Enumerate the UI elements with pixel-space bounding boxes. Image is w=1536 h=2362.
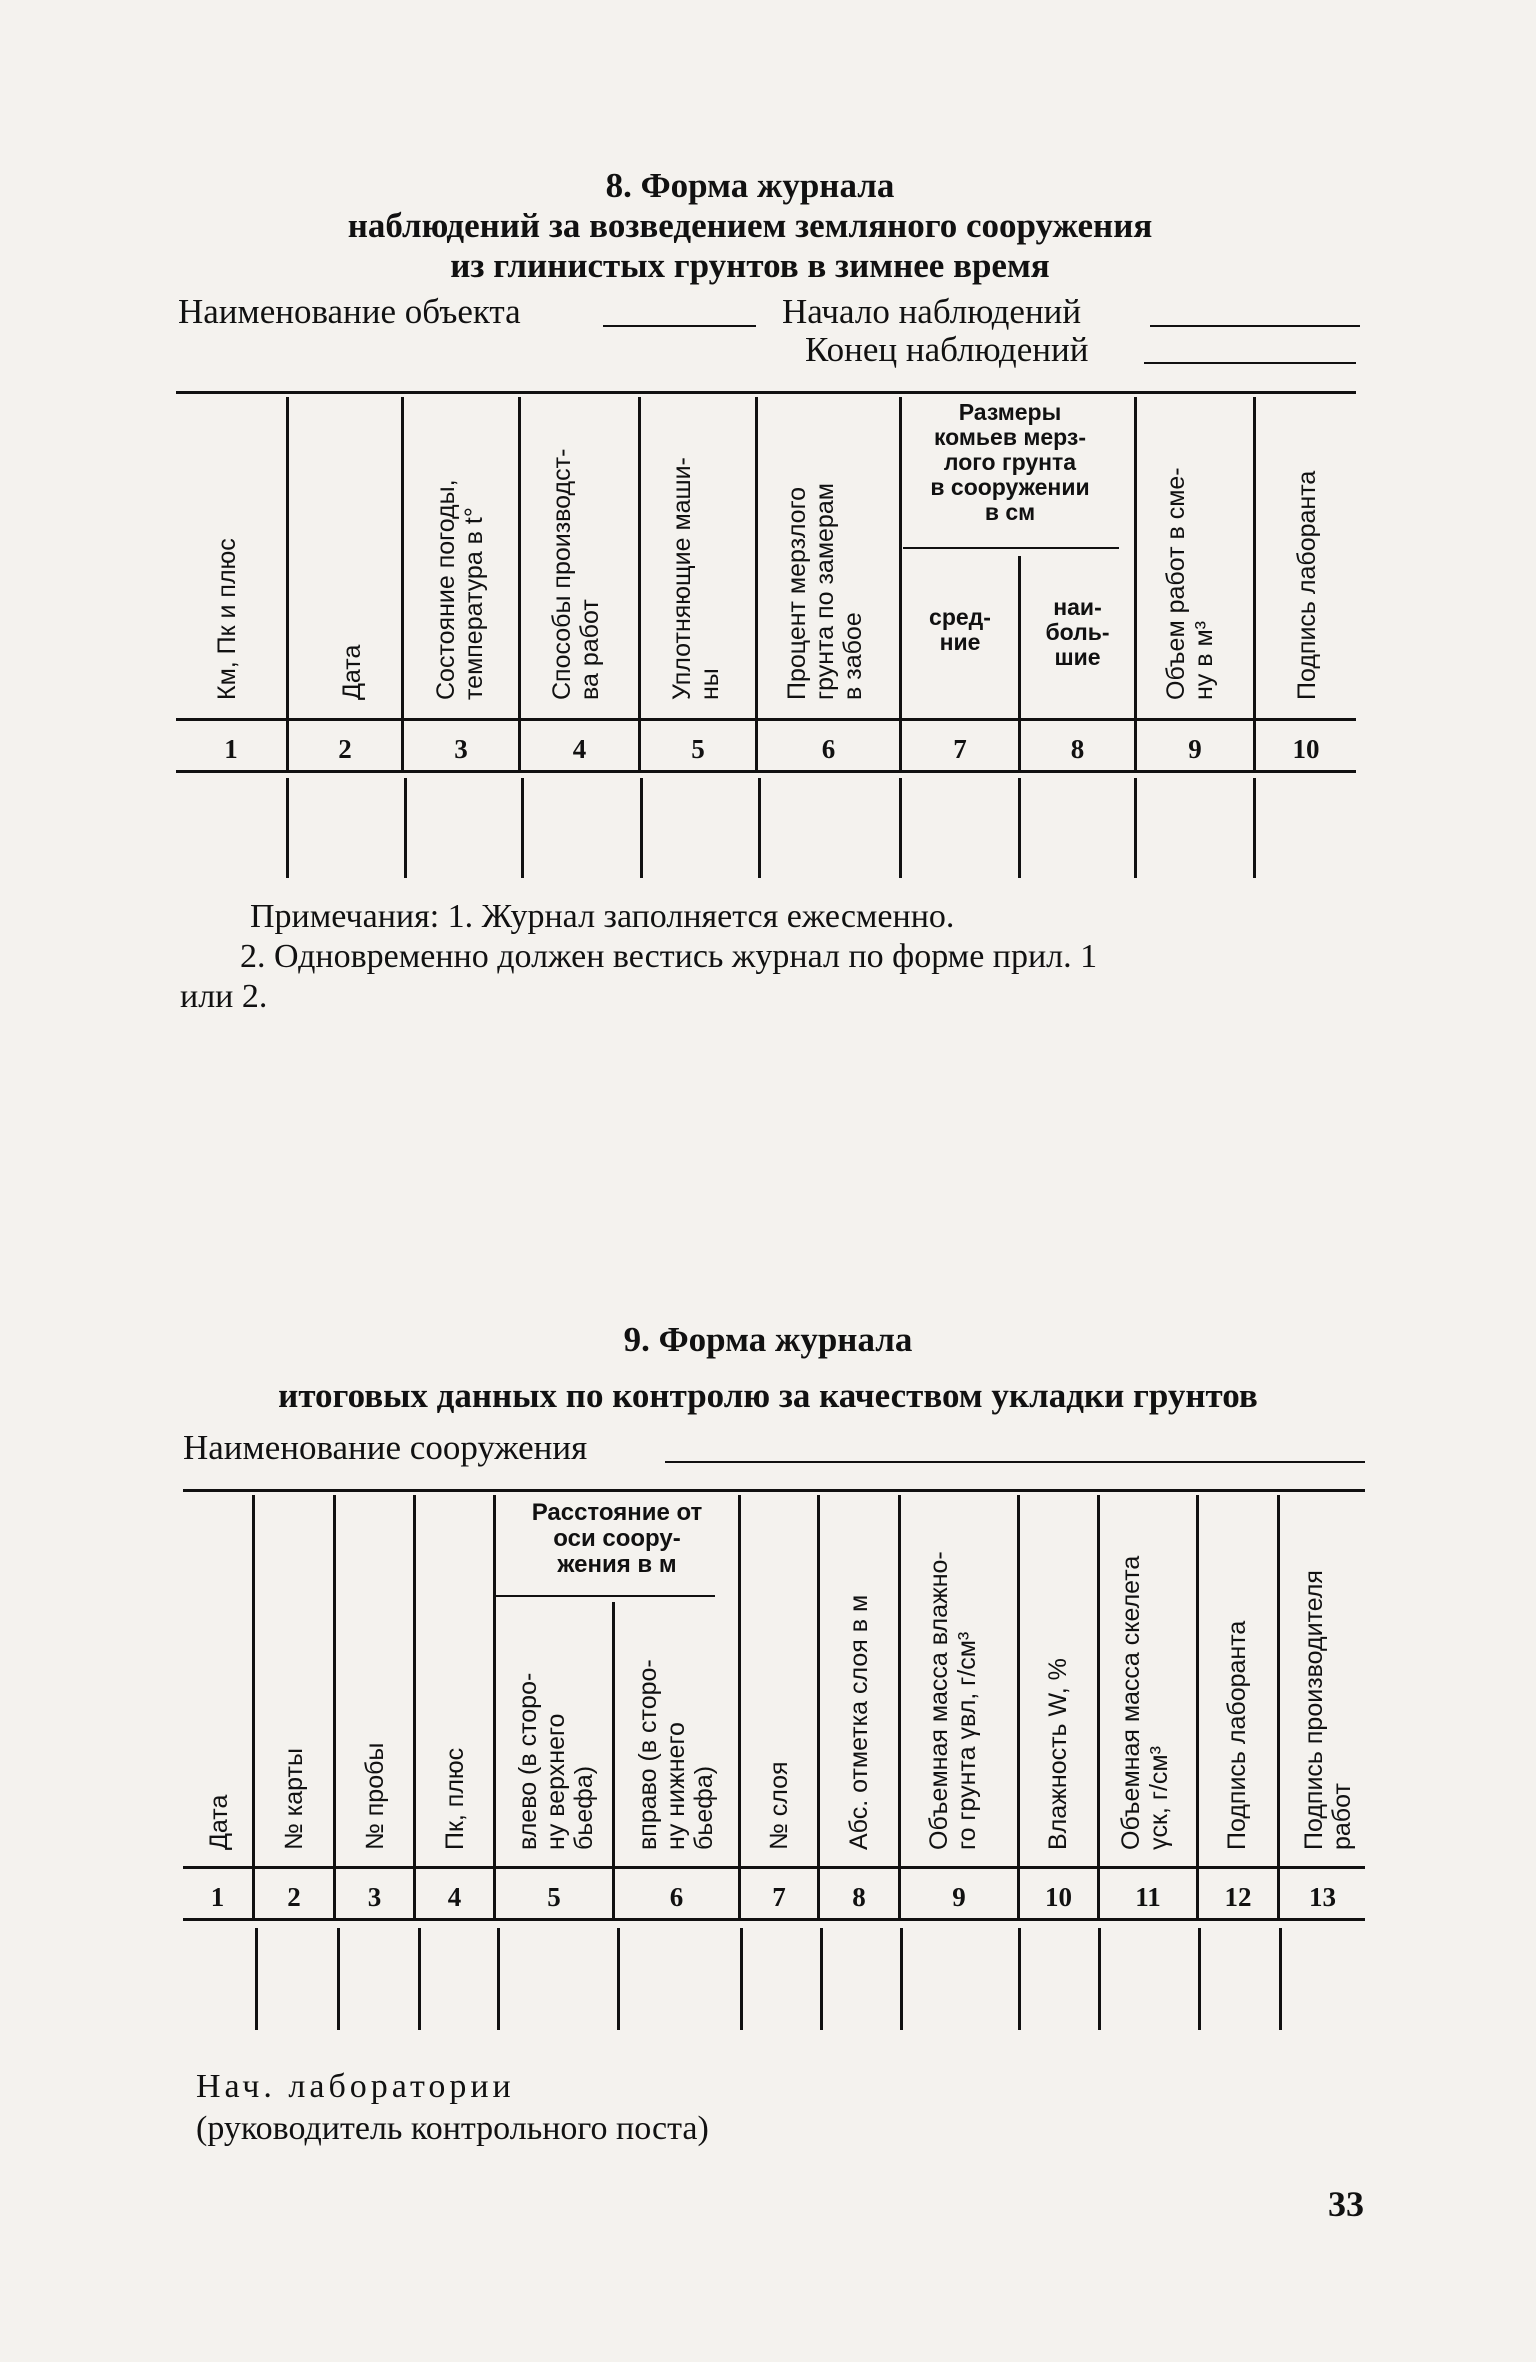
notes-line-2: 2. Одновременно должен вестись журнал по форме прил. 1 xyxy=(240,938,1098,975)
col-dry-density-header: Объемная масса скелета γск, г/см³ xyxy=(1117,1555,1173,1850)
col-number: 1 xyxy=(210,1882,225,1912)
col-number: 5 xyxy=(547,1882,561,1912)
control-post-head-label: (руководитель контрольного поста) xyxy=(196,2110,709,2147)
col-number: 9 xyxy=(1188,734,1202,764)
page-number: 33 xyxy=(1328,2184,1364,2224)
col-volume-header: Объем работ в сме- ну в м³ xyxy=(1162,467,1218,700)
col-number: 1 xyxy=(224,734,238,764)
col-number: 3 xyxy=(454,734,468,764)
col-number: 6 xyxy=(669,1882,684,1912)
col-km-pk-header: Км, Пк и плюс xyxy=(213,538,241,700)
col-number: 3 xyxy=(367,1882,382,1912)
col-left-distance-header: влево (в сторо- ну верхнего бьефа) xyxy=(514,1672,598,1850)
col-number: 2 xyxy=(338,734,352,764)
col-foreman-signature-header: Подпись производителя работ xyxy=(1300,1570,1356,1850)
col-number: 11 xyxy=(1135,1882,1161,1912)
col-compactors-header: Уплотняющие маши- ны xyxy=(668,457,724,700)
col-moisture-header: Влажность W, % xyxy=(1044,1658,1072,1850)
col-right-distance-header: вправо (в сторо- ну нижнего бьефа) xyxy=(634,1659,718,1850)
col-number: 9 xyxy=(952,1882,966,1912)
col-number: 6 xyxy=(821,734,836,764)
col-date-header: Дата xyxy=(205,1794,233,1850)
col-number: 8 xyxy=(852,1882,866,1912)
structure-name-label: Наименование сооружения xyxy=(183,1428,588,1467)
avg-size-header: сред- ние xyxy=(929,604,991,655)
end-observation-label: Конец наблюдений xyxy=(805,330,1089,369)
start-observation-field[interactable] xyxy=(1150,325,1360,327)
form9-title: 9. Форма журнала xyxy=(623,1320,913,1359)
col-frozen-percent-header: Процент мерзлого грунта по замерам в забое xyxy=(783,483,867,700)
col-lab-signature-header: Подпись лаборанта xyxy=(1293,470,1321,700)
col-pk-plus-header: Пк, плюс xyxy=(441,1747,469,1850)
col-sample-number-header: № пробы xyxy=(361,1742,389,1850)
object-name-label: Наименование объекта xyxy=(178,292,521,331)
col-elevation-header: Абс. отметка слоя в м xyxy=(845,1594,873,1850)
col-methods-header: Способы производст- ва работ xyxy=(548,448,604,700)
max-size-header: наи- боль- шие xyxy=(1045,594,1110,670)
notes-line-1: Примечания: 1. Журнал заполняется ежесменно. xyxy=(250,898,955,935)
start-observation-label: Начало наблюдений xyxy=(782,292,1082,331)
lab-head-label: Нач. лаборатории xyxy=(196,2068,515,2105)
col-layer-number-header: № слоя xyxy=(765,1761,793,1850)
col-number: 12 xyxy=(1224,1882,1252,1912)
col-number: 8 xyxy=(1070,734,1085,764)
end-observation-field[interactable] xyxy=(1144,362,1356,364)
col-lab-signature-header: Подпись лаборанта xyxy=(1223,1620,1251,1850)
col-map-number-header: № карты xyxy=(280,1748,308,1850)
col-number: 2 xyxy=(287,1882,301,1912)
col-number: 4 xyxy=(447,1882,462,1912)
notes-line-3: или 2. xyxy=(180,978,268,1015)
form8-subtitle-2: из глинистых грунтов в зимнее время xyxy=(450,246,1050,285)
col-wet-density-header: Объемная масса влажно- го грунта γвл, г/см³ xyxy=(925,1551,981,1850)
col-number: 7 xyxy=(772,1882,786,1912)
col-number: 10 xyxy=(1292,734,1320,764)
structure-name-field[interactable] xyxy=(665,1461,1365,1463)
col-weather-header: Состояние погоды, температура в t° xyxy=(432,479,488,700)
form9-subtitle: итоговых данных по контролю за качеством укладки грунтов xyxy=(278,1376,1258,1415)
col-date-header: Дата xyxy=(338,644,366,700)
col-number: 7 xyxy=(953,734,967,764)
distance-from-axis-header: Расстояние от оси соору- жения в м xyxy=(531,1499,703,1578)
form8-title: 8. Форма журнала xyxy=(605,166,895,205)
object-name-field[interactable] xyxy=(603,325,756,327)
col-number: 13 xyxy=(1309,1882,1336,1912)
frozen-lumps-size-header: Размеры комьев мерз- лого грунта в сооружении в см xyxy=(930,399,1090,525)
col-number: 5 xyxy=(691,734,705,764)
col-number: 4 xyxy=(572,734,587,764)
form8-subtitle-1: наблюдений за возведением земляного сооружения xyxy=(347,206,1153,245)
col-number: 10 xyxy=(1045,1882,1072,1912)
